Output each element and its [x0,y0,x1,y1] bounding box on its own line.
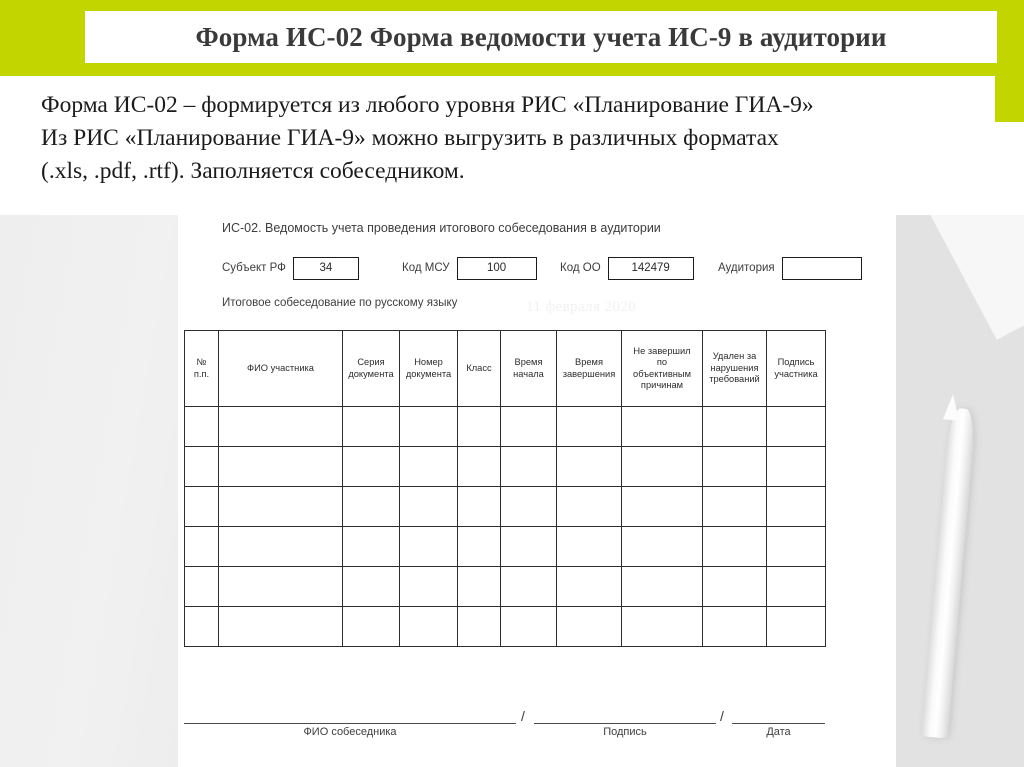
table-cell[interactable] [622,567,703,607]
table-cell[interactable] [767,447,826,487]
table-col-end-time-l2: завершения [562,368,616,379]
table-col-removed-l2: нарушения [710,362,759,373]
table-col-fullname-l1: ФИО участника [247,362,314,373]
body-line-2: Из РИС «Планирование ГИА-9» можно выгрузить в различных форматах [41,125,779,151]
field-auditorium [718,255,862,281]
field-code-oo [560,255,694,281]
table-cell[interactable] [622,407,703,447]
table-cell[interactable] [557,487,622,527]
table-cell[interactable] [703,567,767,607]
table-cell[interactable] [219,447,343,487]
table-cell[interactable] [767,487,826,527]
table-cell[interactable] [343,407,400,447]
field-subject-rf [222,255,359,281]
table-cell[interactable] [703,407,767,447]
signature-line-date [732,723,825,725]
table-cell[interactable] [185,487,219,527]
table-cell[interactable] [622,487,703,527]
table-col-signature [767,331,826,407]
table-cell[interactable] [767,567,826,607]
table-col-doc-number-l2: документа [405,368,452,379]
table-cell[interactable] [703,607,767,647]
table-cell[interactable] [458,607,501,647]
table-col-doc-series [343,331,400,407]
table-cell[interactable] [767,527,826,567]
field-auditorium-value[interactable] [782,257,862,280]
table-cell[interactable] [703,527,767,567]
table-cell[interactable] [219,607,343,647]
form-document [178,215,896,767]
table-body [185,407,826,647]
table-cell[interactable] [343,527,400,567]
body-line-3: (.xls, .pdf, .rtf). Заполняется собеседником. [41,158,465,184]
table-cell[interactable] [185,527,219,567]
table-cell[interactable] [343,567,400,607]
table-cell[interactable] [458,447,501,487]
field-code-msu [402,255,537,281]
table-cell[interactable] [703,447,767,487]
table-cell[interactable] [219,567,343,607]
table-cell[interactable] [767,607,826,647]
table-col-class [458,331,501,407]
signature-line-sign [534,723,716,725]
body-panel [0,76,995,215]
table-cell[interactable] [185,567,219,607]
field-code-msu-value[interactable]: 100 [457,257,537,280]
table-cell[interactable] [557,447,622,487]
form-title: ИС-02. Ведомость учета проведения итогового собеседования в аудитории [222,221,661,235]
table-col-doc-series-l1: Серия [357,357,385,367]
field-subject-rf-value[interactable]: 34 [293,257,359,280]
field-code-oo-label: Код ОО [560,262,601,274]
form-subject-line: Итоговое собеседование по русскому языку [222,297,458,309]
table-cell[interactable] [767,407,826,447]
title-box [85,11,997,63]
table-cell[interactable] [343,447,400,487]
table-cell[interactable] [501,407,557,447]
table-cell[interactable] [501,527,557,567]
table-col-doc-number [400,331,458,407]
table-cell[interactable] [400,487,458,527]
form-field-row [222,255,854,281]
form-footer [184,709,825,749]
pencil-tip [943,393,961,420]
footer-label-date: Дата [766,726,791,738]
table-cell[interactable] [557,527,622,567]
table-cell[interactable] [501,607,557,647]
table-col-start-time-l1: Время [514,357,543,367]
field-subject-rf-label: Субъект РФ [222,262,286,274]
table-cell[interactable] [400,527,458,567]
table-col-removed [703,331,767,407]
field-code-msu-label: Код МСУ [402,262,450,274]
table-col-number-l1: № [196,357,207,367]
table-cell[interactable] [622,607,703,647]
table-cell[interactable] [219,527,343,567]
table-col-signature-l2: участника [774,368,818,379]
footer-separator-1: / [521,708,525,724]
table-row [185,567,826,607]
table-row [185,607,826,647]
table-cell[interactable] [703,487,767,527]
table-cell[interactable] [557,607,622,647]
table-col-number [185,331,219,407]
table-cell[interactable] [185,407,219,447]
participants-table [184,330,826,647]
table-header-row [185,331,826,407]
table-cell[interactable] [458,407,501,447]
photo-background-left [0,215,178,767]
table-col-fullname [219,331,343,407]
table-col-removed-l1: Удален за [712,351,757,362]
table-cell[interactable] [400,567,458,607]
table-col-end-time-l1: Время [575,357,603,367]
table-col-signature-l1: Подпись [777,357,815,367]
form-watermark-date: 11 февраля 2020 [526,299,637,315]
table-col-doc-number-l1: Номер [414,357,443,367]
page-title: Форма ИС-02 Форма ведомости учета ИС-9 в аудитории [195,21,887,52]
table-cell[interactable] [400,447,458,487]
body-text [41,89,981,188]
field-auditorium-label: Аудитория [718,262,775,274]
table-col-not-finished-l1: Не завершил [633,345,691,356]
table-row [185,487,826,527]
signature-line-fio [184,723,516,725]
table-cell[interactable] [219,487,343,527]
table-col-start-time-l2: начала [513,368,544,379]
table-cell[interactable] [400,607,458,647]
table-col-class-l1: Класс [466,362,492,373]
table-cell[interactable] [458,567,501,607]
table-row [185,527,826,567]
table-cell[interactable] [458,487,501,527]
table-col-start-time [501,331,557,407]
table-col-not-finished-l4: причинам [640,380,684,390]
table-col-not-finished-l3: объективным [633,368,691,379]
table-col-not-finished-l2: по [656,357,668,367]
table-cell[interactable] [343,487,400,527]
table-col-doc-series-l2: документа [348,368,394,379]
table-cell[interactable] [185,607,219,647]
table-cell[interactable] [219,407,343,447]
field-code-oo-value[interactable]: 142479 [608,257,694,280]
table-cell[interactable] [400,407,458,447]
table-cell[interactable] [185,447,219,487]
table-cell[interactable] [343,607,400,647]
table-cell[interactable] [557,407,622,447]
table-col-number-l2: п.п. [193,368,210,379]
body-line-1: Форма ИС-02 – формируется из любого уровня РИС «Планирование ГИА-9» [41,92,814,118]
table-cell[interactable] [501,447,557,487]
table-col-not-finished [622,331,703,407]
table-cell[interactable] [622,527,703,567]
footer-label-fio: ФИО собеседника [303,726,397,738]
table-cell[interactable] [458,527,501,567]
table-cell[interactable] [501,567,557,607]
table-col-end-time [557,331,622,407]
footer-label-signature: Подпись [603,726,647,738]
table-col-removed-l3: требований [709,374,760,385]
table-cell[interactable] [501,487,557,527]
table-row [185,447,826,487]
footer-separator-2: / [720,708,724,724]
table-cell[interactable] [622,447,703,487]
table-cell[interactable] [557,567,622,607]
table-row [185,407,826,447]
